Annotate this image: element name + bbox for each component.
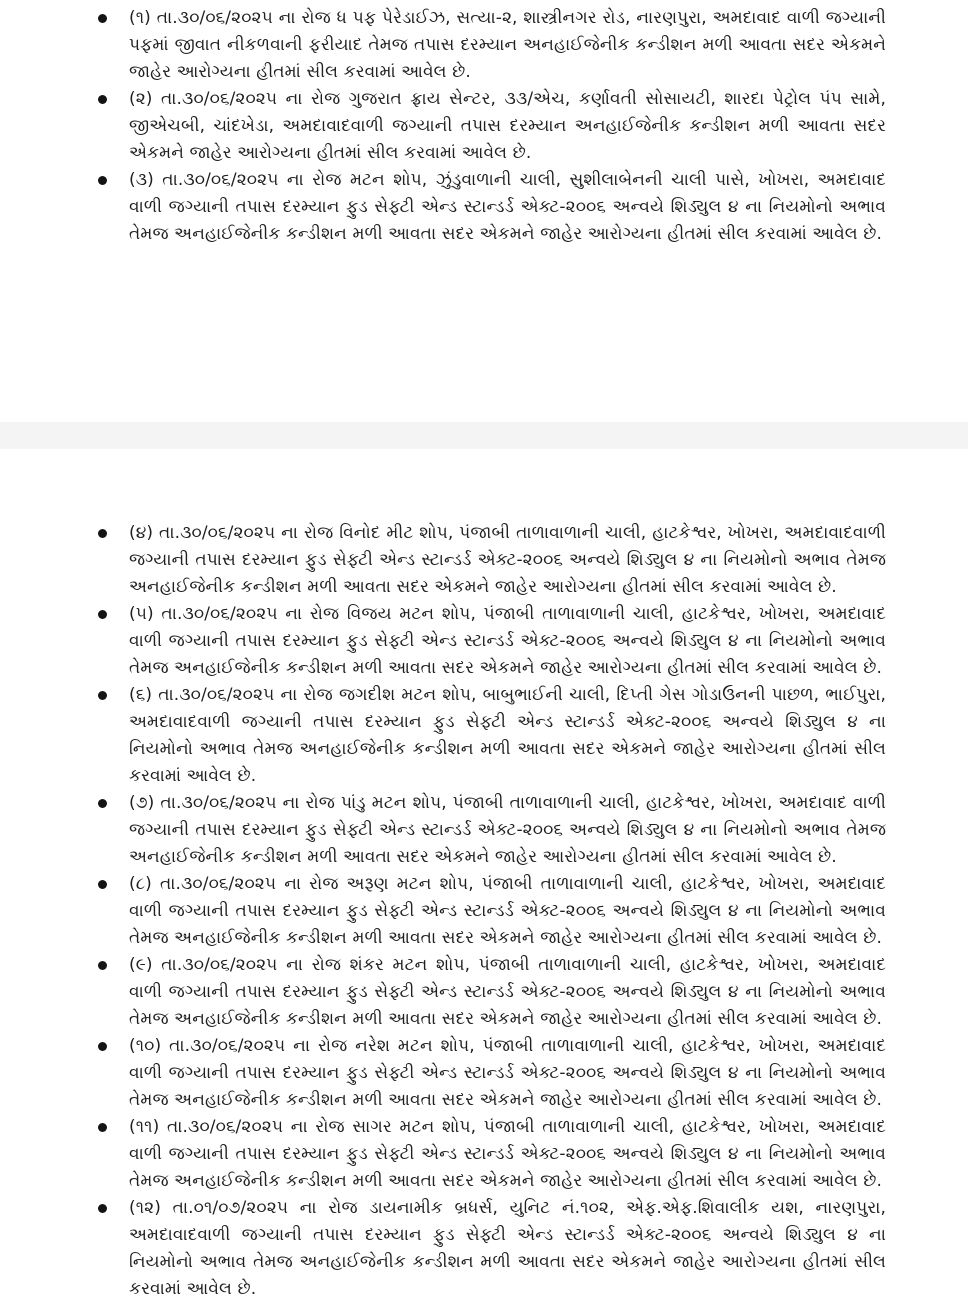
bullet-icon [98,95,107,104]
list-item [96,1114,886,1195]
section-divider-band [0,422,968,449]
notice-text: (૯) તા.૩૦/૦૬/૨૦૨૫ ના રોજ શંકર મટન શોપ, પંજાબી તાળાવાળાની ચાલી, હાટકેશ્વર, ખોખરા, અમદાવાદ વાળી જગ્યાની તપાસ દરમ્યાન ફુડ સેફ્ટી એન્ડ સ્ટાન્ડર્ડ એક્ટ-૨૦૦૬ અન્વયે શિડ્યુલ ૪ ના નિયમોનો અભાવ તેમજ અનહાઈજેનીક કન્ડીશન મળી આવતા સદર એકમને જાહેર આરોગ્યના હીતમાં સીલ કરવામાં આવેલ છે. [129,955,886,1029]
bullet-icon [98,1204,107,1213]
bullet-icon [98,1123,107,1132]
list-item [96,682,886,790]
list-item [96,790,886,871]
notice-text: (૨) તા.૩૦/૦૬/૨૦૨૫ ના રોજ ગુજરાત ફ્રાય સેન્ટર, ૩૩/એચ, કર્ણાવતી સોસાયટી, શારદા પેટ્રોલ પંપ સામે, જીએચબી, ચાંદખેડા, અમદાવાદવાળી જગ્યાની તપાસ દરમ્યાન અનહાઈજેનીક કન્ડીશન મળી આવતા સદર એકમને જાહેર આરોગ્યના હીતમાં સીલ કરવામાં આવેલ છે. [129,89,886,163]
bullet-icon [98,961,107,970]
notice-text: (૧૦) તા.૩૦/૦૬/૨૦૨૫ ના રોજ નરેશ મટન શોપ, પંજાબી તાળાવાળાની ચાલી, હાટકેશ્વર, ખોખરા, અમદાવાદ વાળી જગ્યાની તપાસ દરમ્યાન ફુડ સેફ્ટી એન્ડ સ્ટાન્ડર્ડ એક્ટ-૨૦૦૬ અન્વયે શિડ્યુલ ૪ ના નિયમોનો અભાવ તેમજ અનહાઈજેનીક કન્ડીશન મળી આવતા સદર એકમને જાહેર આરોગ્યના હીતમાં સીલ કરવામાં આવેલ છે. [129,1036,886,1110]
notice-text: (૧) તા.૩૦/૦૬/૨૦૨૫ ના રોજ ધ પફ પેરેડાઈઝ, સત્યા-૨, શાસ્ત્રીનગર રોડ, નારણપુરા, અમદાવાદ વાળી જગ્યાની પફમાં જીવાત નીકળવાની ફરીયાદ તેમજ તપાસ દરમ્યાન અનહાઈજેનીક કન્ડીશન મળી આવતા સદર એકમને જાહેર આરોગ્યના હીતમાં સીલ કરવામાં આવેલ છે. [129,8,886,82]
list-item [96,86,886,167]
bullet-icon [98,1042,107,1051]
bullet-icon [98,610,107,619]
list-item [96,1033,886,1114]
bullet-icon [98,691,107,700]
list-item [96,520,886,601]
notice-list-top [96,5,886,248]
list-item [96,1195,886,1303]
notice-text: (૪) તા.૩૦/૦૬/૨૦૨૫ ના રોજ વિનોદ મીટ શોપ, પંજાબી તાળાવાળાની ચાલી, હાટકેશ્વર, ખોખરા, અમદાવાદવાળી જગ્યાની તપાસ દરમ્યાન ફુડ સેફ્ટી એન્ડ સ્ટાન્ડર્ડ એક્ટ-૨૦૦૬ અન્વયે શિડ્યુલ ૪ ના નિયમોનો અભાવ તેમજ અનહાઈજેનીક કન્ડીશન મળી આવતા સદર એકમને જાહેર આરોગ્યના હીતમાં સીલ કરવામાં આવેલ છે. [129,523,886,597]
notice-text: (૬) તા.૩૦/૦૬/૨૦૨૫ ના રોજ જગદીશ મટન શોપ, બાબુભાઈની ચાલી, દિપ્તી ગેસ ગોડાઉનની પાછળ, ભાઈપુરા, અમદાવાદવાળી જગ્યાની તપાસ દરમ્યાન ફુડ સેફ્ટી એન્ડ સ્ટાન્ડર્ડ એક્ટ-૨૦૦૬ અન્વયે શિડ્યુલ ૪ ના નિયમોનો અભાવ તેમજ અનહાઈજેનીક કન્ડીશન મળી આવતા સદર એકમને જાહેર આરોગ્યના હીતમાં સીલ કરવામાં આવેલ છે. [129,685,886,786]
notice-text: (૭) તા.૩૦/૦૬/૨૦૨૫ ના રોજ પાંડુ મટન શોપ, પંજાબી તાળાવાળાની ચાલી, હાટકેશ્વર, ખોખરા, અમદાવાદ વાળી જગ્યાની તપાસ દરમ્યાન ફુડ સેફ્ટી એન્ડ સ્ટાન્ડર્ડ એક્ટ-૨૦૦૬ અન્વયે શિડ્યુલ ૪ ના નિયમોનો અભાવ તેમજ અનહાઈજેનીક કન્ડીશન મળી આવતા સદર એકમને જાહેર આરોગ્યના હીતમાં સીલ કરવામાં આવેલ છે. [129,793,886,867]
list-item [96,871,886,952]
bullet-icon [98,799,107,808]
notice-text: (૧૧) તા.૩૦/૦૬/૨૦૨૫ ના રોજ સાગર મટન શોપ, પંજાબી તાળાવાળાની ચાલી, હાટકેશ્વર, ખોખરા, અમદાવાદ વાળી જગ્યાની તપાસ દરમ્યાન ફુડ સેફ્ટી એન્ડ સ્ટાન્ડર્ડ એક્ટ-૨૦૦૬ અન્વયે શિડ્યુલ ૪ ના નિયમોનો અભાવ તેમજ અનહાઈજેનીક કન્ડીશન મળી આવતા સદર એકમને જાહેર આરોગ્યના હીતમાં સીલ કરવામાં આવેલ છે. [129,1117,886,1191]
bullet-icon [98,176,107,185]
list-item [96,5,886,86]
list-item [96,167,886,248]
notice-text: (૫) તા.૩૦/૦૬/૨૦૨૫ ના રોજ વિજય મટન શોપ, પંજાબી તાળાવાળાની ચાલી, હાટકેશ્વર, ખોખરા, અમદાવાદ વાળી જગ્યાની તપાસ દરમ્યાન ફુડ સેફ્ટી એન્ડ સ્ટાન્ડર્ડ એક્ટ-૨૦૦૬ અન્વયે શિડ્યુલ ૪ ના નિયમોનો અભાવ તેમજ અનહાઈજેનીક કન્ડીશન મળી આવતા સદર એકમને જાહેર આરોગ્યના હીતમાં સીલ કરવામાં આવેલ છે. [129,604,886,678]
notice-text: (૮) તા.૩૦/૦૬/૨૦૨૫ ના રોજ અરૂણ મટન શોપ, પંજાબી તાળાવાળાની ચાલી, હાટકેશ્વર, ખોખરા, અમદાવાદ વાળી જગ્યાની તપાસ દરમ્યાન ફુડ સેફ્ટી એન્ડ સ્ટાન્ડર્ડ એક્ટ-૨૦૦૬ અન્વયે શિડ્યુલ ૪ ના નિયમોનો અભાવ તેમજ અનહાઈજેનીક કન્ડીશન મળી આવતા સદર એકમને જાહેર આરોગ્યના હીતમાં સીલ કરવામાં આવેલ છે. [129,874,886,948]
list-item [96,952,886,1033]
bullet-icon [98,880,107,889]
bullet-icon [98,529,107,538]
list-item [96,601,886,682]
notice-list-bottom [96,520,886,1303]
notice-text: (૩) તા.૩૦/૦૬/૨૦૨૫ ના રોજ મટન શોપ, ઝુંડુવાળાની ચાલી, સુશીલાબેનની ચાલી પાસે, ખોખરા, અમદાવાદ વાળી જગ્યાની તપાસ દરમ્યાન ફુડ સેફ્ટી એન્ડ સ્ટાન્ડર્ડ એક્ટ-૨૦૦૬ અન્વયે શિડ્યુલ ૪ ના નિયમોનો અભાવ તેમજ અનહાઈજેનીક કન્ડીશન મળી આવતા સદર એકમને જાહેર આરોગ્યના હીતમાં સીલ કરવામાં આવેલ છે. [129,170,886,244]
bullet-icon [98,14,107,23]
notice-text: (૧૨) તા.૦૧/૦૭/૨૦૨૫ ના રોજ ડાયનામીક બ્રધર્સ, યુનિટ નં.૧૦૨, એફ.એફ.શિવાલીક યશ, નારણપુરા, અમદાવાદવાળી જગ્યાની તપાસ દરમ્યાન ફુડ સેફ્ટી એન્ડ સ્ટાન્ડર્ડ એક્ટ-૨૦૦૬ અન્વયે શિડ્યુલ ૪ ના નિયમોનો અભાવ તેમજ અનહાઈજેનીક કન્ડીશન મળી આવતા સદર એકમને જાહેર આરોગ્યના હીતમાં સીલ કરવામાં આવેલ છે. [129,1198,886,1299]
